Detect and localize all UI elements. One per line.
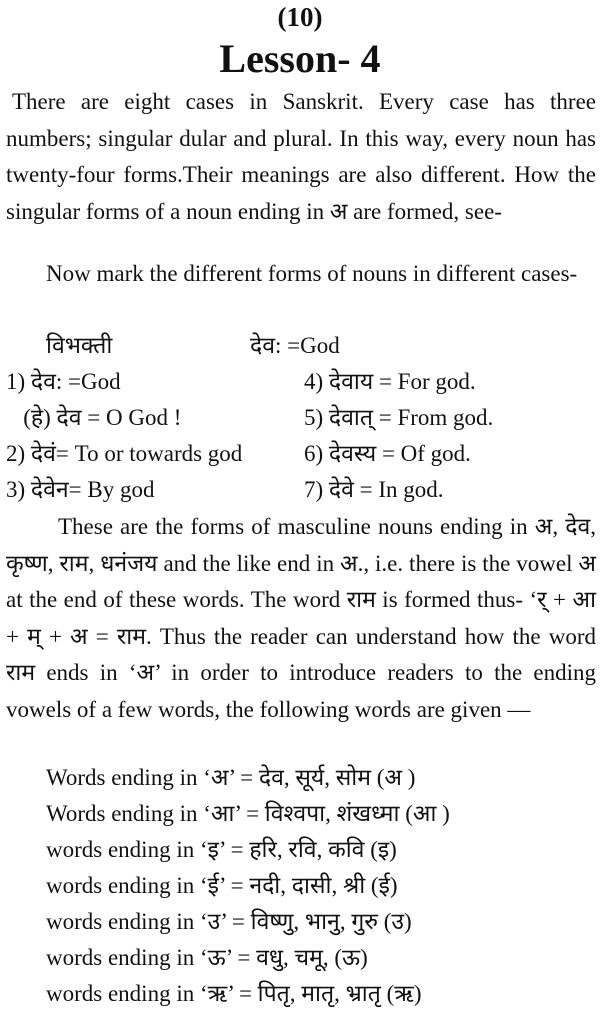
case-form-left: 1) देव: =God [6, 369, 121, 394]
page-number: (10) [277, 2, 323, 32]
case-row [0, 400, 600, 436]
ending-list-item: words ending in ‘ऋ’ = पितृ, मातृ, भ्रातृ (ऋ) [46, 981, 422, 1006]
paragraph-explanation: These are the forms of masculine nouns ending in अ, देव, कृष्ण, राम, धनंजय and the like end in अ., i.e. there is the vowel अ at the end of these words. The word राम is formed thus- ‘र् + आ + म् + अ = राम. Thus the reader can understand how the word राम ends in ‘अ’ in order to introduce readers to the ending vowels of a few words, the following words are given — [6, 514, 596, 722]
case-row [0, 364, 600, 400]
paragraph-instruction: Now mark the different forms of nouns in different cases- [46, 261, 578, 286]
ending-list-item: words ending in ‘उ’ = विष्णु, भानु, गुरु (उ) [46, 909, 412, 934]
ending-list-item: Words ending in ‘अ’ = देव, सूर्य, सोम (अ ) [46, 765, 416, 790]
lesson-title: Lesson- 4 [219, 36, 381, 81]
case-table-header-deva: देव: =God [250, 333, 340, 358]
ending-list-item: words ending in ‘इ’ = हरि, रवि, कवि (इ) [46, 837, 397, 862]
case-row [0, 436, 600, 472]
ending-list-item: words ending in ‘ई’ = नदी, दासी, श्री (ई) [46, 873, 398, 898]
case-table-header-vibhakti: विभक्ती [46, 333, 113, 358]
case-form-right: 4) देवाय = For god. [304, 369, 476, 394]
ending-list-item: Words ending in ‘आ’ = विश्वपा, शंखध्मा (आ ) [46, 801, 450, 826]
case-form-right: 5) देवात् = From god. [304, 405, 494, 430]
paragraph-intro: There are eight cases in Sanskrit. Every case has three numbers; singular dular and plural. In this way, every noun has twenty-four forms.Their meanings are also different. How the singular forms of a noun ending in अ are formed, see- [6, 89, 596, 224]
case-form-right: 6) देवस्य = Of god. [304, 441, 471, 466]
case-row [0, 472, 600, 508]
case-form-left: (हे) देव = O God ! [6, 405, 182, 430]
case-form-left: 2) देवं= To or towards god [6, 441, 243, 466]
ending-list-item: words ending in ‘ऊ’ = वधु, चमू, (ऊ) [46, 945, 368, 970]
case-form-left: 3) देवेन= By god [6, 477, 155, 502]
case-form-right: 7) देवे = In god. [304, 477, 444, 502]
